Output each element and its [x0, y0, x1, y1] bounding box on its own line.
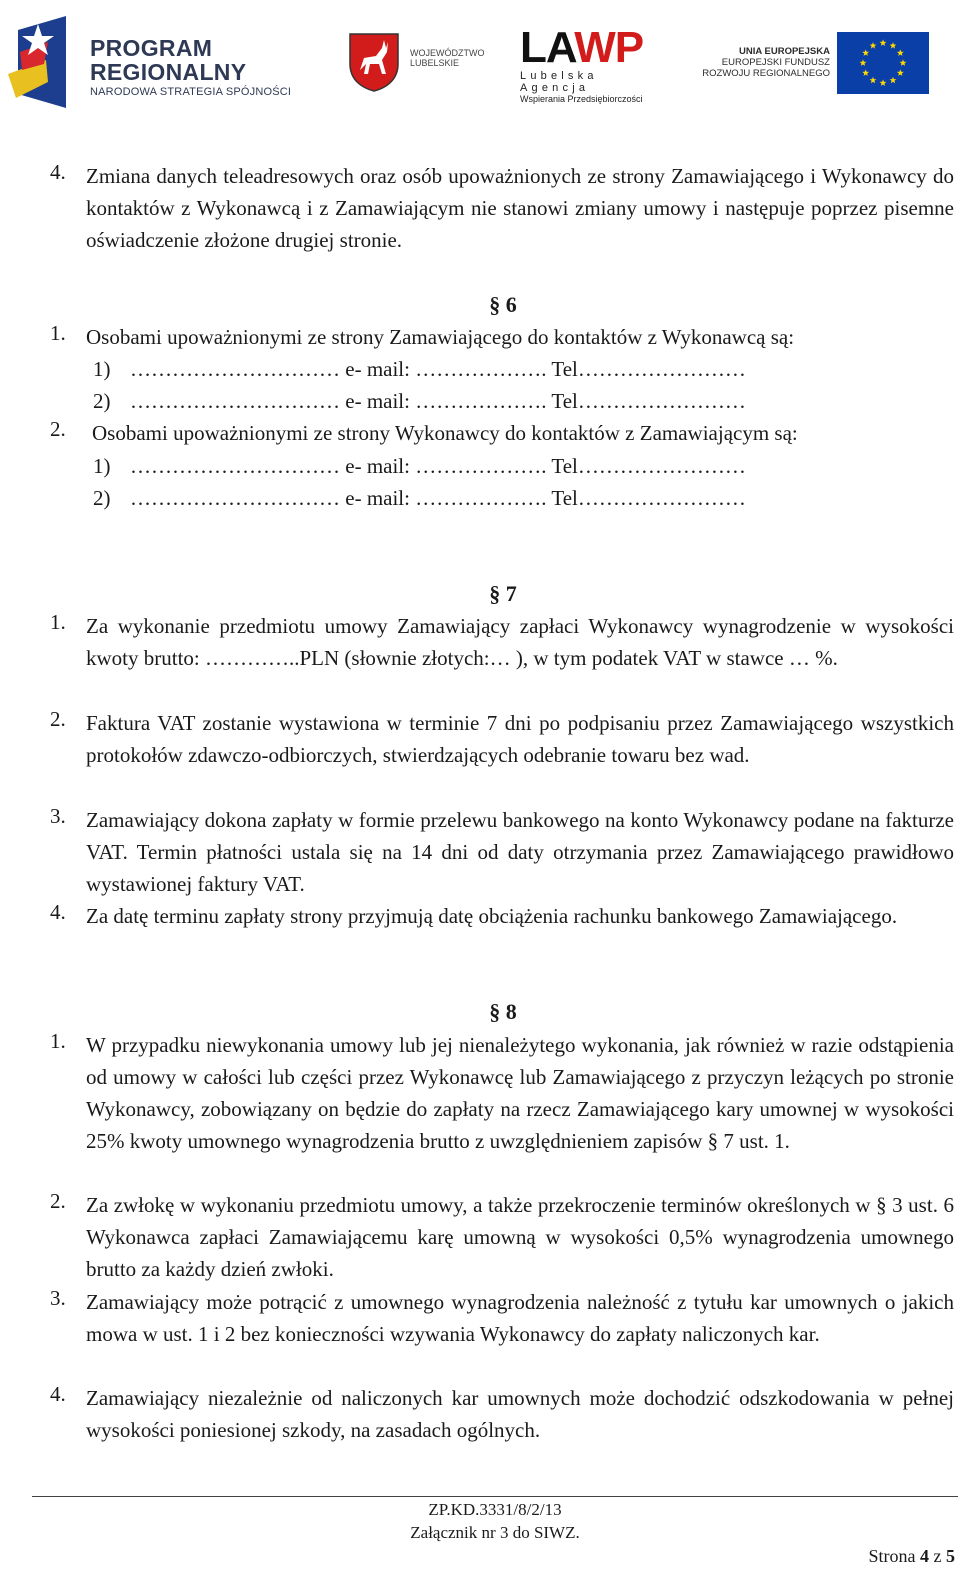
item-number: 3.: [50, 804, 66, 828]
wojewodztwo-lubelskie-logo: [346, 30, 496, 94]
item-text: Za datę terminu zapłaty strony przyjmują datę obciążenia rachunku bankowego Zamawiającego.: [86, 904, 898, 928]
page-number: [869, 1546, 956, 1567]
point-number: 2.: [50, 417, 66, 441]
eu-line3: ROZWOJU REGIONALNEGO: [702, 68, 830, 79]
item-text: Za wykonanie przedmiotu umowy Zamawiający zapłaci Wykonawcy wynagrodzenie w wysokości kwoty brutto: …………..PLN (słownie złotych:… ), w tym podatek VAT w stawce … %.: [86, 614, 954, 670]
contact-row-4-fields: ………………………… e- mail: ………………. Tel……………………: [130, 486, 746, 510]
page-total: 5: [946, 1546, 955, 1566]
item-number: 3.: [50, 1286, 66, 1310]
point-number: 1.: [50, 321, 66, 345]
page-prefix: Strona: [868, 1546, 920, 1566]
lawp-logo: [520, 23, 670, 104]
wojewodztwo-line2: LUBELSKIE: [410, 58, 460, 68]
lawp-wordmark: [520, 23, 670, 72]
point-text: Osobami upoważnionymi ze strony Zamawiającego do kontaktów z Wykonawcą są:: [86, 325, 795, 349]
section-6-title: § 6: [489, 292, 517, 317]
section-8-title: § 8: [489, 999, 517, 1024]
contact-row-2-number: 2): [93, 389, 111, 413]
eu-line2: EUROPEJSKI FUNDUSZ: [721, 57, 830, 68]
item-number: 2.: [50, 707, 66, 731]
coat-of-arms-deer-icon: [346, 30, 402, 92]
footer-attachment: Załącznik nr 3 do SIWZ.: [410, 1523, 580, 1542]
program-regionalny-emblem-icon: [8, 12, 82, 112]
item-text: Za zwłokę w wykonaniu przedmiotu umowy, a także przekroczenie terminów określonych w § 3 ust. 6 Wykonawca zapłaci Zamawiającemu karę umowną w wysokości 0,5% wynagrodzenia umownego brutto za każdy dzień zwłoki.: [86, 1193, 954, 1281]
contact-row-4-number: 2): [93, 486, 111, 510]
page-current: 4: [920, 1546, 929, 1566]
item-text: Zamawiający niezależnie od naliczonych kar umownych może dochodzić odszkodowania w pełnej wysokości poniesionej szkody, na zasadach ogólnych.: [86, 1386, 954, 1442]
lawp-line2: Wspierania Przedsiębiorczości: [520, 94, 643, 104]
contact-row-3-number: 1): [93, 454, 111, 478]
program-line1: PROGRAM: [90, 35, 213, 61]
item-text: Zamawiający dokona zapłaty w formie przelewu bankowego na konto Wykonawcy podane na fakturze VAT. Termin płatności ustala się na 14 dni od daty otrzymania przez Zamawiającego prawidłowo wystawionej faktury VAT.: [86, 808, 954, 896]
item-text: Zamawiający może potrącić z umownego wynagrodzenia należność z tytułu kar umownych o jakich mowa w ust. 1 i 2 bez konieczności wzywania Wykonawcy do zapłaty naliczonych kar.: [86, 1290, 954, 1346]
eu-logo: [700, 32, 935, 94]
item-number: 4.: [50, 900, 66, 924]
program-line2: REGIONALNY: [90, 59, 247, 85]
eu-line1: UNIA EUROPEJSKA: [739, 46, 830, 57]
item-number: 1.: [50, 610, 66, 634]
lawp-wordmark-part1: LA: [520, 23, 575, 72]
eu-flag-icon: [837, 32, 929, 94]
point-text: Osobami upoważnionymi ze strony Wykonawcy do kontaktów z Zamawiającym są:: [92, 421, 798, 445]
program-line3: NARODOWA STRATEGIA SPÓJNOŚCI: [90, 86, 292, 98]
paragraph-text: Zmiana danych teleadresowych oraz osób upoważnionych ze strony Zamawiającego i Wykonawcy do kontaktów z Wykonawcą i z Zamawiającym nie stanowi zmiany umowy i następuje poprzez pisemne oświadczenie złożone drugiej stronie.: [86, 164, 954, 252]
contact-row-2-fields: ………………………… e- mail: ………………. Tel……………………: [130, 389, 746, 413]
item-text: Faktura VAT zostanie wystawiona w terminie 7 dni po podpisaniu przez Zamawiającego wszystkich protokołów zdawczo-odbiorczych, stwierdzających odebranie towaru bez wad.: [86, 711, 954, 767]
footer-divider: [32, 1496, 958, 1497]
item-number: 4.: [50, 1382, 66, 1406]
program-regionalny-logo: [8, 12, 308, 112]
lawp-line1: Lubelska Agencja: [520, 70, 598, 94]
section-7-title: § 7: [489, 581, 517, 606]
contact-row-3-fields: ………………………… e- mail: ………………. Tel……………………: [130, 454, 746, 478]
page-header: [0, 0, 960, 120]
item-number: 2.: [50, 1189, 66, 1213]
contact-row-1-number: 1): [93, 357, 111, 381]
item-text: W przypadku niewykonania umowy lub jej nienależytego wykonania, jak również w razie odstąpienia od umowy w całości lub części przez Wykonawcę lub Zamawiającego z przyczyn leżących po stronie Wykonawcy, zobowiązany on będzie do zapłaty na rzecz Zamawiającego kary umownej w wysokości 25% kwoty umownego wynagrodzenia brutto z uwzględnieniem zapisów § 7 ust. 1.: [86, 1033, 954, 1153]
footer-reference: ZP.KD.3331/8/2/13: [428, 1500, 562, 1519]
contact-row-1-fields: ………………………… e- mail: ………………. Tel……………………: [130, 357, 746, 381]
item-number: 1.: [50, 1029, 66, 1053]
paragraph-number: 4.: [50, 160, 66, 184]
lawp-wordmark-part2: WP: [574, 23, 644, 72]
wojewodztwo-line1: WOJEWÓDZTWO: [410, 48, 485, 58]
page-mid: z: [929, 1546, 946, 1566]
